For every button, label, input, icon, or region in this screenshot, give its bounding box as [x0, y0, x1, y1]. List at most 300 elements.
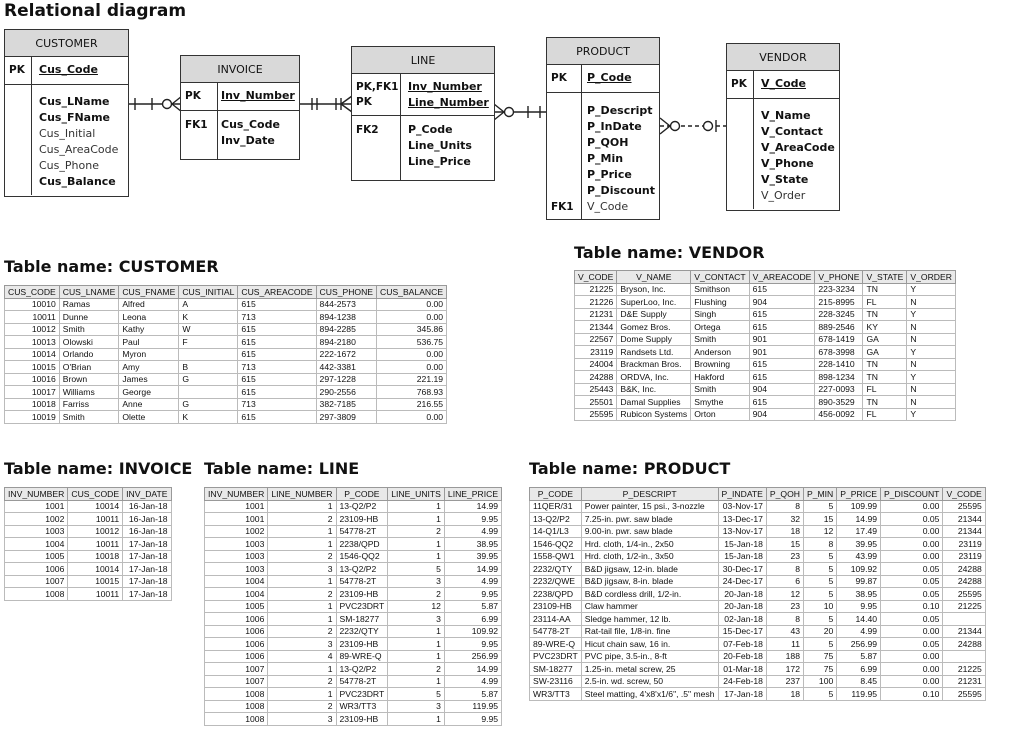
- table-cell: SW-23116: [530, 675, 582, 688]
- table-row: [205, 675, 502, 688]
- customer-attr: Cus_Initial: [39, 127, 96, 140]
- table-cell: 536.75: [377, 336, 447, 349]
- column-header: P_CODE: [336, 488, 388, 501]
- table-cell: 901: [749, 333, 815, 346]
- table-cell: Gomez Bros.: [617, 321, 691, 334]
- table-cell: Alfred: [119, 298, 179, 311]
- table-cell: FL: [863, 383, 907, 396]
- column-header: V_PHONE: [815, 271, 863, 284]
- table-cell: GA: [863, 333, 907, 346]
- table-cell: 15-Dec-17: [718, 625, 766, 638]
- table-cell: 99.87: [837, 575, 881, 588]
- diagram-title: Relational diagram: [4, 1, 187, 21]
- vendor-pk-row: [727, 71, 839, 99]
- table-cell: 15: [804, 513, 837, 526]
- vendor-entity[interactable]: [726, 43, 840, 211]
- table-cell: 1001: [205, 513, 268, 526]
- table-cell: KY: [863, 321, 907, 334]
- table-header-row: [5, 488, 172, 501]
- table-cell: Y: [907, 308, 956, 321]
- table-cell: 9.95: [444, 713, 501, 726]
- table-row: [575, 321, 956, 334]
- table-cell: WR3/TT3: [530, 688, 582, 701]
- table-row: [205, 613, 502, 626]
- column-header: CUS_PHONE: [316, 286, 376, 299]
- vendor-attr-row: [727, 99, 839, 209]
- table-cell: 615: [749, 321, 815, 334]
- table-cell: SM-18277: [530, 663, 582, 676]
- column-header: V_ORDER: [907, 271, 956, 284]
- table-cell: 894-2285: [316, 323, 376, 336]
- table-cell: ORDVA, Inc.: [617, 371, 691, 384]
- table-cell: 14.40: [837, 613, 881, 626]
- line-fk-label: FK2: [356, 124, 379, 136]
- table-cell: 4.99: [837, 625, 881, 638]
- table-cell: 215-8995: [815, 296, 863, 309]
- table-row: [5, 550, 172, 563]
- table-row: [205, 688, 502, 701]
- table-cell: Smith: [59, 411, 119, 424]
- invoice-pk-row: [181, 83, 299, 111]
- table-cell: 75: [804, 650, 837, 663]
- table-cell: [179, 386, 238, 399]
- table-cell: 0.10: [881, 600, 943, 613]
- table-cell: 25595: [943, 688, 985, 701]
- table-cell: 21225: [943, 663, 985, 676]
- table-cell: 18: [766, 525, 803, 538]
- vendor-table-heading: Table name: VENDOR: [574, 243, 765, 262]
- table-cell: 1005: [5, 550, 68, 563]
- table-cell: Browning: [691, 358, 749, 371]
- table-cell: 5: [804, 588, 837, 601]
- table-cell: 2: [268, 550, 336, 563]
- table-row: [5, 386, 447, 399]
- line-table-heading: Table name: LINE: [204, 459, 360, 478]
- table-cell: GA: [863, 346, 907, 359]
- table-cell: 3: [388, 613, 445, 626]
- table-row: [205, 525, 502, 538]
- table-cell: 1008: [5, 588, 68, 601]
- table-row: [205, 600, 502, 613]
- table-cell: 21344: [575, 321, 617, 334]
- product-entity[interactable]: [546, 37, 660, 220]
- table-cell: 07-Feb-18: [718, 638, 766, 651]
- table-cell: 615: [238, 386, 316, 399]
- table-cell: 2: [268, 625, 336, 638]
- table-cell: 23: [766, 550, 803, 563]
- table-cell: 8: [766, 500, 803, 513]
- table-cell: N: [907, 358, 956, 371]
- table-row: [530, 613, 986, 626]
- column-header: V_AREACODE: [749, 271, 815, 284]
- table-cell: 0.00: [881, 538, 943, 551]
- table-cell: 898-1234: [815, 371, 863, 384]
- table-cell: G: [179, 373, 238, 386]
- table-cell: 615: [749, 396, 815, 409]
- table-cell: 25595: [943, 500, 985, 513]
- table-cell: 0.05: [881, 575, 943, 588]
- table-row: [205, 625, 502, 638]
- table-cell: 1546-QQ2: [336, 550, 388, 563]
- table-cell: 1: [388, 713, 445, 726]
- customer-attributes: [39, 94, 118, 190]
- table-cell: 21344: [943, 625, 985, 638]
- column-header: LINE_NUMBER: [268, 488, 336, 501]
- product-pk-attr: P_Code: [587, 71, 632, 84]
- table-cell: 21344: [943, 513, 985, 526]
- table-row: [530, 525, 986, 538]
- table-cell: Hicut chain saw, 16 in.: [581, 638, 718, 651]
- customer-attr: Cus_AreaCode: [39, 143, 119, 156]
- table-cell: 8: [766, 563, 803, 576]
- table-cell: [179, 348, 238, 361]
- table-cell: 23119: [943, 550, 985, 563]
- table-cell: 6.99: [837, 663, 881, 676]
- column-header: V_CODE: [575, 271, 617, 284]
- table-cell: 1546-QQ2: [530, 538, 582, 551]
- table-cell: 21225: [943, 600, 985, 613]
- table-cell: 3: [268, 563, 336, 576]
- table-cell: 894-1238: [316, 311, 376, 324]
- table-cell: Power painter, 15 psi., 3-nozzle: [581, 500, 718, 513]
- table-cell: 615: [238, 411, 316, 424]
- table-cell: 1006: [205, 650, 268, 663]
- table-cell: Paul: [119, 336, 179, 349]
- table-row: [205, 588, 502, 601]
- product-attr-row: [547, 93, 659, 219]
- table-cell: 23109-HB: [336, 638, 388, 651]
- line-pk-row: [352, 74, 494, 116]
- table-cell: 10013: [5, 336, 60, 349]
- table-cell: 24288: [943, 638, 985, 651]
- product-table: [529, 487, 986, 701]
- table-cell: 228-1410: [815, 358, 863, 371]
- table-cell: 227-0093: [815, 383, 863, 396]
- table-cell: 0.00: [377, 298, 447, 311]
- table-cell: 11: [766, 638, 803, 651]
- table-cell: 904: [749, 383, 815, 396]
- column-header: CUS_AREACODE: [238, 286, 316, 299]
- table-row: [205, 700, 502, 713]
- table-row: [205, 538, 502, 551]
- line-attr-row: [352, 116, 494, 180]
- table-cell: 0.05: [881, 638, 943, 651]
- table-cell: 20-Jan-18: [718, 600, 766, 613]
- table-cell: 713: [238, 311, 316, 324]
- invoice-attr: Inv_Date: [221, 134, 275, 147]
- table-cell: 5: [804, 550, 837, 563]
- table-cell: Y: [907, 408, 956, 421]
- table-cell: 2: [268, 675, 336, 688]
- table-cell: 1003: [5, 525, 68, 538]
- vendor-attr: V_State: [761, 173, 809, 186]
- table-cell: PVC23DRT: [336, 600, 388, 613]
- product-fk-label: FK1: [551, 201, 574, 213]
- table-cell: 615: [238, 336, 316, 349]
- table-row: [575, 283, 956, 296]
- table-cell: 8: [766, 613, 803, 626]
- table-cell: 5.87: [444, 688, 501, 701]
- table-row: [205, 650, 502, 663]
- vendor-entity-title: VENDOR: [727, 44, 839, 71]
- table-cell: 03-Nov-17: [718, 500, 766, 513]
- table-cell: 14.99: [444, 663, 501, 676]
- table-cell: 2: [388, 663, 445, 676]
- table-cell: 1004: [5, 538, 68, 551]
- table-cell: 14.99: [444, 563, 501, 576]
- table-cell: 6.99: [444, 613, 501, 626]
- table-cell: B: [179, 361, 238, 374]
- table-cell: 23109-HB: [530, 600, 582, 613]
- column-header: V_STATE: [863, 271, 907, 284]
- table-cell: 615: [749, 358, 815, 371]
- table-cell: Kathy: [119, 323, 179, 336]
- table-cell: 24004: [575, 358, 617, 371]
- table-row: [5, 588, 172, 601]
- table-cell: 188: [766, 650, 803, 663]
- table-cell: TN: [863, 308, 907, 321]
- table-cell: G: [179, 398, 238, 411]
- table-cell: B&D jigsaw, 12-in. blade: [581, 563, 718, 576]
- table-cell: N: [907, 296, 956, 309]
- table-cell: 237: [766, 675, 803, 688]
- column-header: INV_NUMBER: [5, 488, 68, 501]
- table-cell: James: [119, 373, 179, 386]
- table-cell: 17-Jan-18: [123, 550, 171, 563]
- product-attr: P_Price: [587, 168, 632, 181]
- table-cell: B&K, Inc.: [617, 383, 691, 396]
- vendor-table: [574, 270, 956, 421]
- table-cell: O'Brian: [59, 361, 119, 374]
- table-cell: 10017: [5, 386, 60, 399]
- table-cell: 713: [238, 398, 316, 411]
- table-cell: 1558-QW1: [530, 550, 582, 563]
- table-row: [5, 348, 447, 361]
- customer-attr: Cus_LName: [39, 95, 110, 108]
- table-cell: 10011: [68, 513, 123, 526]
- table-cell: 32: [766, 513, 803, 526]
- table-row: [530, 638, 986, 651]
- invoice-entity[interactable]: [180, 55, 300, 160]
- table-cell: [943, 613, 985, 626]
- product-attributes: [587, 103, 655, 215]
- invoice-pk-label: PK: [185, 90, 201, 102]
- customer-attr: Cus_Phone: [39, 159, 99, 172]
- table-cell: 0.00: [377, 411, 447, 424]
- table-cell: Sledge hammer, 12 lb.: [581, 613, 718, 626]
- table-cell: 9.95: [444, 638, 501, 651]
- table-cell: 24288: [943, 563, 985, 576]
- table-cell: 0.00: [377, 348, 447, 361]
- product-entity-title: PRODUCT: [547, 38, 659, 65]
- invoice-attributes: [221, 117, 280, 149]
- table-row: [575, 346, 956, 359]
- line-entity-title: LINE: [352, 47, 494, 74]
- table-cell: Ramas: [59, 298, 119, 311]
- relationship-lines: [0, 0, 1024, 230]
- table-cell: N: [907, 396, 956, 409]
- table-row: [5, 311, 447, 324]
- table-cell: 615: [749, 283, 815, 296]
- table-cell: 22567: [575, 333, 617, 346]
- table-cell: 3: [388, 700, 445, 713]
- table-cell: 43.99: [837, 550, 881, 563]
- table-cell: 10010: [5, 298, 60, 311]
- table-cell: 8.45: [837, 675, 881, 688]
- table-row: [5, 298, 447, 311]
- table-row: [530, 550, 986, 563]
- table-cell: 1: [388, 675, 445, 688]
- table-cell: 89-WRE-Q: [336, 650, 388, 663]
- table-cell: 1003: [205, 563, 268, 576]
- column-header: CUS_INITIAL: [179, 286, 238, 299]
- table-row: [5, 525, 172, 538]
- table-cell: 5: [804, 688, 837, 701]
- table-cell: Orlando: [59, 348, 119, 361]
- table-cell: 1: [268, 688, 336, 701]
- column-header: P_DESCRIPT: [581, 488, 718, 501]
- table-cell: 17-Jan-18: [123, 538, 171, 551]
- table-row: [530, 575, 986, 588]
- table-cell: 1002: [5, 513, 68, 526]
- customer-table: [4, 285, 447, 424]
- table-row: [205, 550, 502, 563]
- table-row: [575, 396, 956, 409]
- table-cell: Rubicon Systems: [617, 408, 691, 421]
- table-cell: Dome Supply: [617, 333, 691, 346]
- table-cell: Brown: [59, 373, 119, 386]
- table-cell: 119.95: [837, 688, 881, 701]
- column-header: V_CODE: [943, 488, 985, 501]
- table-cell: D&E Supply: [617, 308, 691, 321]
- table-cell: 109.92: [837, 563, 881, 576]
- table-cell: 12: [804, 525, 837, 538]
- table-cell: 20-Feb-18: [718, 650, 766, 663]
- table-cell: 01-Mar-18: [718, 663, 766, 676]
- table-cell: 1003: [205, 538, 268, 551]
- column-header: V_CONTACT: [691, 271, 749, 284]
- table-cell: 24288: [575, 371, 617, 384]
- line-entity[interactable]: [351, 46, 495, 181]
- table-cell: Hrd. cloth, 1/2-in., 3x50: [581, 550, 718, 563]
- table-cell: 16-Jan-18: [123, 525, 171, 538]
- table-cell: 0.05: [881, 588, 943, 601]
- table-cell: 25443: [575, 383, 617, 396]
- customer-entity[interactable]: [4, 29, 129, 197]
- customer-attr: Cus_Balance: [39, 175, 116, 188]
- table-cell: 17.49: [837, 525, 881, 538]
- table-row: [5, 411, 447, 424]
- table-cell: TN: [863, 358, 907, 371]
- table-cell: 222-1672: [316, 348, 376, 361]
- table-cell: W: [179, 323, 238, 336]
- product-attr: P_InDate: [587, 120, 642, 133]
- table-cell: 615: [749, 371, 815, 384]
- vendor-pk-attr: V_Code: [761, 77, 806, 90]
- table-cell: 13-Q2/P2: [336, 500, 388, 513]
- table-cell: 1006: [5, 563, 68, 576]
- product-attr: P_QOH: [587, 136, 629, 149]
- table-cell: Amy: [119, 361, 179, 374]
- table-cell: 3: [268, 638, 336, 651]
- table-row: [205, 563, 502, 576]
- table-cell: 5.87: [837, 650, 881, 663]
- table-cell: Brackman Bros.: [617, 358, 691, 371]
- table-cell: K: [179, 311, 238, 324]
- table-cell: 345.86: [377, 323, 447, 336]
- table-cell: 10019: [5, 411, 60, 424]
- table-row: [5, 575, 172, 588]
- column-header: P_QOH: [766, 488, 803, 501]
- table-cell: 615: [238, 298, 316, 311]
- vendor-attr: V_Phone: [761, 157, 814, 170]
- table-cell: 1004: [205, 575, 268, 588]
- table-cell: 9.95: [444, 513, 501, 526]
- table-cell: 24-Feb-18: [718, 675, 766, 688]
- table-cell: 172: [766, 663, 803, 676]
- table-row: [5, 563, 172, 576]
- vendor-pk-label: PK: [731, 78, 747, 90]
- column-header: P_MIN: [804, 488, 837, 501]
- table-cell: 1: [388, 638, 445, 651]
- table-cell: 11QER/31: [530, 500, 582, 513]
- product-attr: V_Code: [587, 200, 629, 213]
- table-cell: TN: [863, 371, 907, 384]
- table-cell: 21231: [943, 675, 985, 688]
- table-cell: Anne: [119, 398, 179, 411]
- table-cell: [943, 650, 985, 663]
- table-cell: 0.00: [881, 675, 943, 688]
- table-cell: 23109-HB: [336, 588, 388, 601]
- table-cell: 615: [238, 348, 316, 361]
- table-row: [575, 308, 956, 321]
- column-header: P_CODE: [530, 488, 582, 501]
- table-cell: A: [179, 298, 238, 311]
- table-cell: 216.55: [377, 398, 447, 411]
- table-cell: FL: [863, 296, 907, 309]
- table-row: [205, 513, 502, 526]
- table-cell: 0.00: [881, 625, 943, 638]
- table-cell: 256.99: [444, 650, 501, 663]
- table-cell: 228-3245: [815, 308, 863, 321]
- table-cell: 39.95: [837, 538, 881, 551]
- table-cell: 1007: [205, 675, 268, 688]
- customer-attr-row: [5, 85, 128, 195]
- table-cell: 256.99: [837, 638, 881, 651]
- table-cell: 23119: [575, 346, 617, 359]
- table-cell: 1007: [205, 663, 268, 676]
- table-cell: Y: [907, 283, 956, 296]
- table-cell: 02-Jan-18: [718, 613, 766, 626]
- table-cell: 894-2180: [316, 336, 376, 349]
- table-cell: 5: [804, 575, 837, 588]
- vendor-attr: V_Contact: [761, 125, 823, 138]
- table-cell: 24288: [943, 575, 985, 588]
- line-table: [204, 487, 502, 726]
- table-cell: Anderson: [691, 346, 749, 359]
- column-header: P_INDATE: [718, 488, 766, 501]
- table-cell: Smith: [59, 323, 119, 336]
- table-cell: SuperLoo, Inc.: [617, 296, 691, 309]
- table-cell: 14.99: [444, 500, 501, 513]
- table-cell: 10014: [68, 563, 123, 576]
- table-cell: N: [907, 321, 956, 334]
- table-cell: 0.00: [881, 663, 943, 676]
- table-cell: 2232/QWE: [530, 575, 582, 588]
- table-cell: 1007: [5, 575, 68, 588]
- table-header-row: [530, 488, 986, 501]
- table-cell: Smith: [691, 333, 749, 346]
